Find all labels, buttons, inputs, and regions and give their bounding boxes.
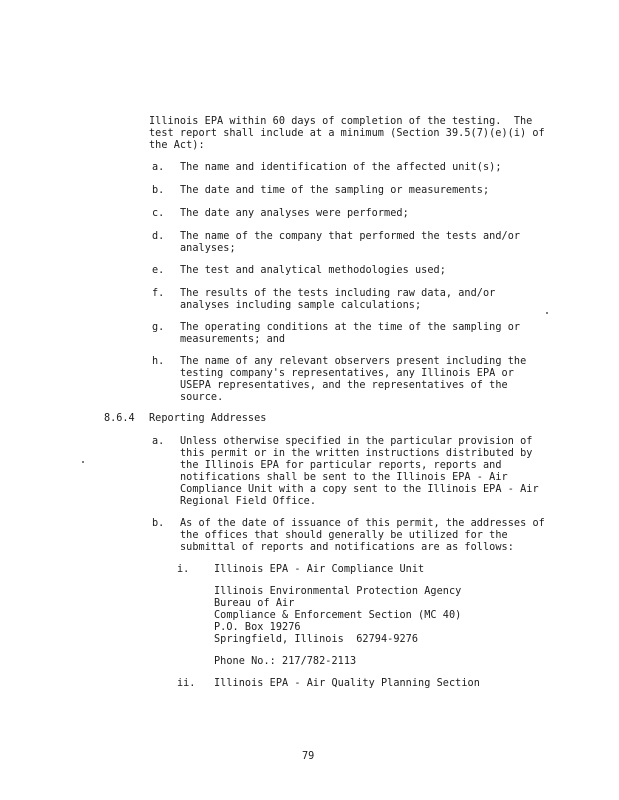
subsection-line: submittal of reports and notifications are as follows:: [180, 542, 514, 553]
address-line: Illinois Environmental Protection Agency: [214, 586, 462, 597]
address-phone: Phone No.: 217/782-2113: [214, 656, 357, 667]
subsection-line: this permit or in the written instructions distributed by: [180, 448, 533, 459]
item-letter: h.: [152, 356, 165, 367]
item-line: The name and identification of the affected unit(s);: [180, 162, 502, 173]
intro-line: the Act):: [149, 140, 205, 151]
item-line: measurements; and: [180, 334, 286, 345]
item-letter: g.: [152, 322, 165, 333]
page-number: 79: [302, 751, 315, 762]
item-line: The name of the company that performed the tests and/or: [180, 231, 521, 242]
address-line: P.O. Box 19276: [214, 622, 301, 633]
item-line: source.: [180, 392, 224, 403]
item-line: USEPA representatives, and the representatives of the: [180, 380, 508, 391]
scan-speck: [82, 461, 84, 463]
intro-line: test report shall include at a minimum (Section 39.5(7)(e)(i) of: [149, 128, 545, 139]
item-line: The operating conditions at the time of the sampling or: [180, 322, 521, 333]
address-line: Compliance & Enforcement Section (MC 40): [214, 610, 462, 621]
subsection-letter: b.: [152, 518, 165, 529]
section-title: Reporting Addresses: [149, 413, 267, 424]
item-line: The results of the tests including raw data, and/or: [180, 288, 496, 299]
item-line: The date any analyses were performed;: [180, 208, 409, 219]
subsection-line: Unless otherwise specified in the particular provision of: [180, 436, 533, 447]
address-line: Bureau of Air: [214, 598, 295, 609]
item-line: The date and time of the sampling or measurements;: [180, 185, 490, 196]
item-line: analyses including sample calculations;: [180, 300, 422, 311]
address-heading: Illinois EPA - Air Quality Planning Section: [214, 678, 480, 689]
item-line: analyses;: [180, 243, 236, 254]
address-heading: Illinois EPA - Air Compliance Unit: [214, 564, 425, 575]
item-letter: a.: [152, 162, 165, 173]
item-letter: e.: [152, 265, 165, 276]
subsection-line: the Illinois EPA for particular reports, reports and: [180, 460, 502, 471]
section-number: 8.6.4: [104, 413, 135, 424]
item-letter: d.: [152, 231, 165, 242]
item-line: testing company's representatives, any Illinois EPA or: [180, 368, 514, 379]
item-letter: b.: [152, 185, 165, 196]
subsection-letter: a.: [152, 436, 165, 447]
address-line: Springfield, Illinois 62794-9276: [214, 634, 419, 645]
subsection-line: As of the date of issuance of this permit, the addresses of: [180, 518, 545, 529]
subsection-line: Regional Field Office.: [180, 496, 317, 507]
scan-speck: [546, 312, 548, 314]
subsection-line: the offices that should generally be utilized for the: [180, 530, 508, 541]
item-letter: f.: [152, 288, 165, 299]
item-line: The name of any relevant observers present including the: [180, 356, 527, 367]
item-letter: c.: [152, 208, 165, 219]
address-numeral: i.: [177, 564, 190, 575]
address-numeral: ii.: [177, 678, 196, 689]
item-line: The test and analytical methodologies used;: [180, 265, 446, 276]
subsection-line: notifications shall be sent to the Illinois EPA - Air: [180, 472, 508, 483]
subsection-line: Compliance Unit with a copy sent to the Illinois EPA - Air: [180, 484, 539, 495]
intro-line: Illinois EPA within 60 days of completion of the testing. The: [149, 116, 533, 127]
